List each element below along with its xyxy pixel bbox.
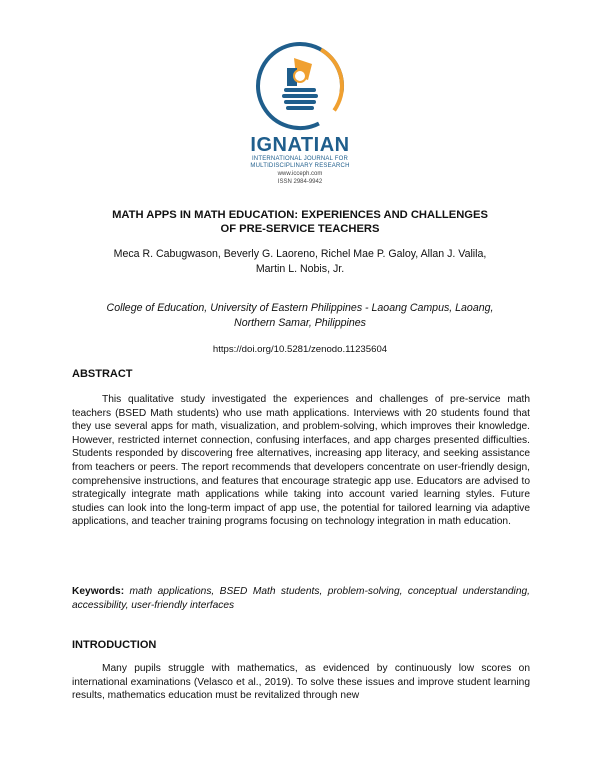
keywords-text: math applications, BSED Math students, problem-solving, conceptual understanding, accessibility, user-friendly interfaces [72, 586, 530, 611]
doi-link[interactable]: https://doi.org/10.5281/zenodo.11235604 [212, 344, 388, 355]
journal-emblem-icon [254, 40, 346, 132]
title-line-1: MATH APPS IN MATH EDUCATION: EXPERIENCES AND CHALLENGES [112, 209, 488, 221]
paper-title [60, 208, 540, 236]
journal-logo-block [0, 40, 600, 186]
affiliation-line-1: College of Education, University of Eastern Philippines - Laoang Campus, Laoang, [106, 302, 494, 314]
keywords-label: Keywords: [72, 586, 125, 597]
abstract-heading: ABSTRACT [72, 368, 133, 380]
journal-subtitle-2: MULTIDISCIPLINARY RESEARCH [250, 163, 350, 169]
journal-name: IGNATIAN [250, 134, 350, 156]
title-line-2: OF PRE-SERVICE TEACHERS [220, 223, 380, 235]
journal-website[interactable]: www.icceph.com [277, 171, 323, 177]
affiliation [70, 301, 530, 331]
journal-issn: ISSN 2984-9942 [277, 179, 323, 185]
keywords [72, 585, 530, 612]
introduction-text: Many pupils struggle with mathematics, as evidenced by continuously low scores on international examinations (Velasco et al., 2019). To solve these issues and improve student learning results, mathematics education must be revitalized through new [72, 663, 530, 702]
authors-line-2: Martin L. Nobis, Jr. [255, 263, 345, 275]
journal-subtitle-1: INTERNATIONAL JOURNAL FOR [251, 156, 349, 162]
abstract-text: This qualitative study investigated the experiences and challenges of pre-service math teachers (BSED Math students) who use math applications. Interviews with 20 students found that they use several apps for math, visualization, and problem-solving, which improves their knowledge. However, restricted internet connection, confusing interfaces, and app charges presented difficulties. Students responded by discovering free alternatives, increasing app literacy, and seeking assistance from teachers or peers. The report recommends that developers concentrate on user-friendly design, comprehensive instructions, and features that encourage strategic app use. Educators are advised to strategically integrate math applications while taking into account varied learning styles. Future studies can look into the long-term impact of app use, the potential for tailored learning via adaptive applications, and teacher training programs focusing on technology integration in math education. [72, 394, 530, 528]
introduction-heading: INTRODUCTION [72, 639, 157, 651]
affiliation-line-2: Northern Samar, Philippines [234, 317, 366, 329]
author-list [70, 247, 530, 277]
authors-line-1: Meca R. Cabugwason, Beverly G. Laoreno, Richel Mae P. Galoy, Allan J. Valila, [113, 248, 487, 260]
